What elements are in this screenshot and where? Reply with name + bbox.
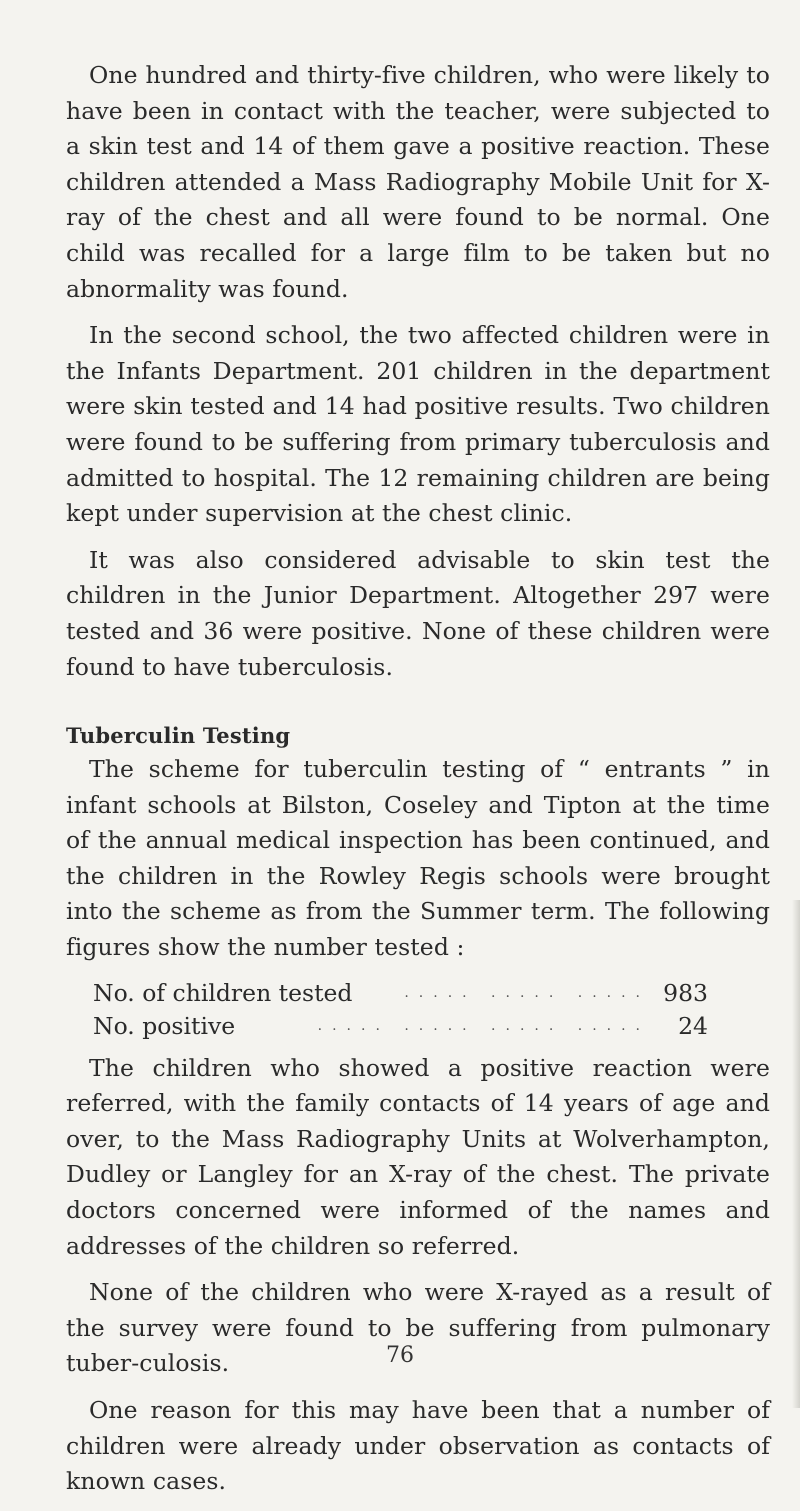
paragraph-xray-results: None of the children who were X-rayed as a result of the survey were found to be suffering from pulmonary tuber-culosis. — [66, 1278, 770, 1378]
paragraph-second-school: In the second school, the two affected children were in the Infants Department. 201 children in the department were skin tested and 14 had positive results. Two children were found to be suffering from primary tuberculosis and admitted to hospital. The 12 remaining children are being kept under supervision at the chest clinic. — [66, 321, 770, 528]
paragraph-referrals: The children who showed a positive reaction were referred, with the family contacts of 14 years of age and over, to the Mass Radiography Units at Wolverhampton, Dudley or Langley for an X-ray of the chest. The private doctors concerned were informed of the names and addresses of the children so referred. — [66, 1053, 770, 1260]
paragraph-reason: One reason for this may have been that a number of children were already under observation as contacts of known cases. — [66, 1396, 770, 1496]
page-content — [66, 58, 770, 1511]
section-heading: Tuberculin Testing — [66, 723, 291, 749]
figure-label: No. positive — [93, 1011, 236, 1040]
page-edge-shadow — [792, 900, 800, 1408]
figure-value: 24 — [678, 1011, 708, 1040]
paragraph-tuberculin-scheme: The scheme for tuberculin testing of “ entrants ” in infant schools at Bilston, Coseley and Tipton at the time of the annual medical inspection has been continued, and the children in the Rowley Regis schools were brought into the scheme as from the Summer term. The following figures show the number tested : — [66, 755, 770, 962]
figure-row-children-tested — [66, 977, 708, 1010]
leader-dots: ..... ..... ..... — [404, 984, 650, 1001]
paragraph-junior-department: It was also considered advisable to skin test the children in the Junior Department. Altogether 297 were tested and 36 were positive. None of these children were found to have tuberculosis. — [66, 545, 770, 681]
figure-value: 983 — [663, 978, 708, 1007]
page-number: 76 — [386, 1343, 414, 1368]
figures-table — [66, 977, 770, 1043]
figure-row-positive — [66, 1010, 708, 1043]
figure-label: No. of children tested — [93, 978, 353, 1007]
leader-dots: ..... ..... ..... ..... — [317, 1017, 650, 1034]
paragraph-skin-test-contacts: One hundred and thirty-five children, who were likely to have been in contact with the teacher, were subjected to a skin test and 14 of them gave a positive reaction. These children attended a Mass Radiography Mobile Unit for X-ray of the chest and all were found to be normal. One child was recalled for a large film to be taken but no abnormality was found. — [66, 61, 770, 303]
